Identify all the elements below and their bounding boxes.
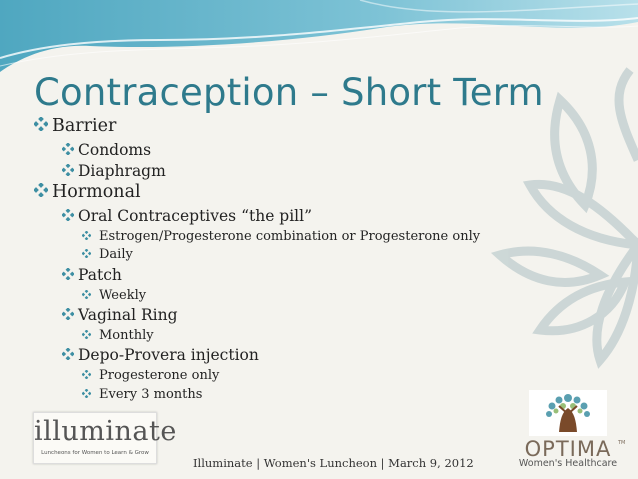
- bullet-text: Every 3 months: [99, 387, 203, 402]
- bullet-level3: [82, 288, 146, 303]
- optima-logo: [515, 388, 625, 468]
- bullet-level2: [62, 141, 151, 159]
- illuminate-logo: [33, 412, 177, 464]
- bullet-level2: [62, 306, 178, 324]
- bullet-text: Condoms: [78, 141, 152, 159]
- bullet-level2: [62, 162, 166, 180]
- bullet-text: Vaginal Ring: [78, 306, 178, 324]
- bullet-text: Estrogen/Progesterone combination or Progesterone only: [99, 229, 481, 244]
- four-diamond-bullet-icon: [62, 207, 74, 225]
- four-diamond-bullet-icon: [34, 116, 48, 136]
- bullet-text: Diaphragm: [78, 162, 166, 180]
- four-diamond-bullet-icon: [34, 182, 48, 202]
- optima-logo-tm: TM: [618, 440, 626, 446]
- bullet-text: Monthly: [99, 328, 154, 343]
- four-diamond-bullet-icon: [62, 346, 74, 364]
- optima-logo-word: OPTIMA: [524, 437, 612, 461]
- illuminate-logo-word: illuminate: [34, 416, 177, 447]
- bullet-level2: [62, 346, 259, 364]
- four-diamond-bullet-icon: [82, 328, 91, 343]
- bullet-text: Barrier: [52, 116, 117, 136]
- four-diamond-bullet-icon: [82, 229, 91, 244]
- bullet-level3: [82, 368, 219, 383]
- bullet-level1: [34, 116, 116, 136]
- bullet-level2: [62, 266, 122, 284]
- bullet-text: Progesterone only: [99, 368, 220, 383]
- bullet-level3: [82, 387, 202, 402]
- bullet-level1: [34, 182, 141, 202]
- four-diamond-bullet-icon: [82, 368, 91, 383]
- four-diamond-bullet-icon: [82, 288, 91, 303]
- four-diamond-bullet-icon: [62, 266, 74, 284]
- bullet-level3: [82, 229, 480, 244]
- four-diamond-bullet-icon: [82, 387, 91, 402]
- bullet-text: Weekly: [99, 288, 147, 303]
- bullet-level2: [62, 207, 312, 225]
- optima-tree-icon: [515, 388, 621, 438]
- bullet-text: Patch: [78, 266, 122, 284]
- illuminate-logo-tagline: Luncheons for Women to Learn & Grow: [41, 450, 149, 456]
- four-diamond-bullet-icon: [62, 141, 74, 159]
- slide-title: Contraception – Short Term: [34, 71, 544, 114]
- bullet-text: Daily: [99, 247, 133, 262]
- four-diamond-bullet-icon: [82, 247, 91, 262]
- bullet-text: Hormonal: [52, 182, 141, 202]
- optima-logo-subtitle: Women's Healthcare: [518, 458, 618, 469]
- four-diamond-bullet-icon: [62, 306, 74, 324]
- bullet-level3: [82, 328, 154, 343]
- bullet-text: Oral Contraceptives “the pill”: [78, 207, 313, 225]
- bullet-text: Depo-Provera injection: [78, 346, 259, 364]
- bullet-level3: [82, 247, 133, 262]
- slide-footer: Illuminate | Women's Luncheon | March 9, 2012: [193, 456, 474, 470]
- four-diamond-bullet-icon: [62, 162, 74, 180]
